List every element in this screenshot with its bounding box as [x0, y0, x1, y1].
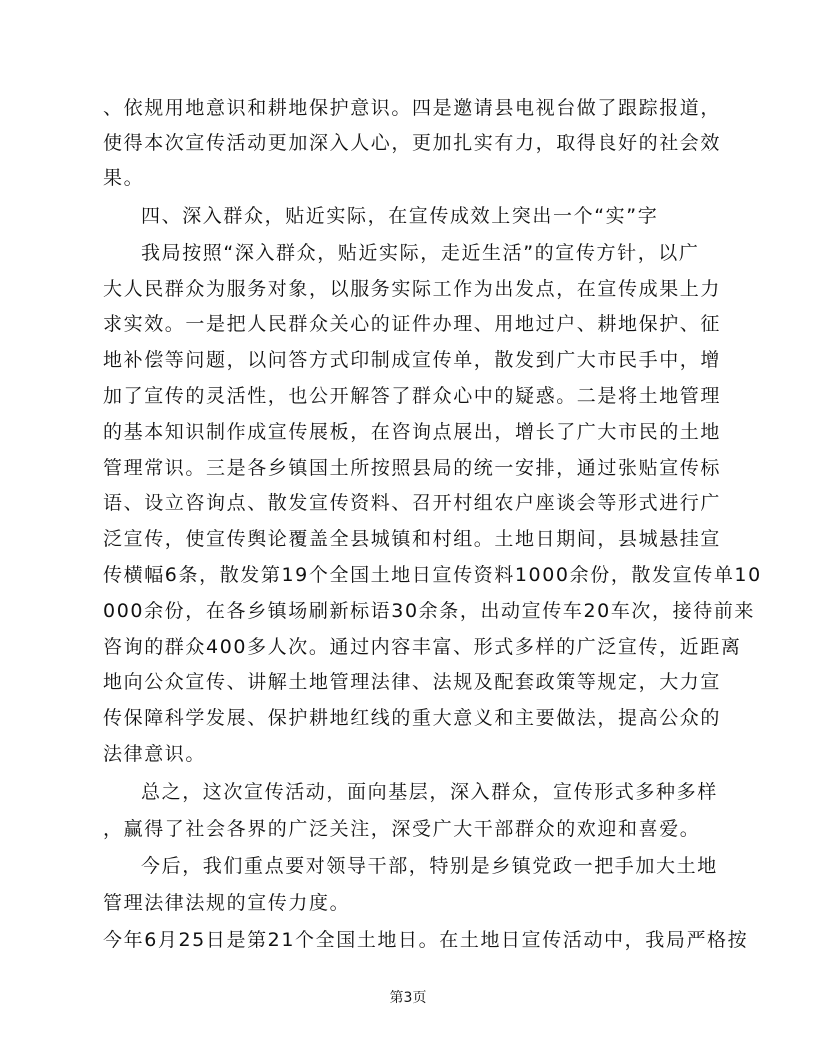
body-line: 000余份，在各乡镇场刷新标语30余条，出动宣传车20车次，接待前来	[103, 600, 756, 622]
body-line: 语、设立咨询点、散发宣传资料、召开村组农户座谈会等形式进行广	[103, 492, 722, 514]
body-line: 地向公众宣传、讲解土地管理法律、法规及配套政策等规定，大力宣	[103, 671, 722, 693]
body-line: 管理常识。三是各乡镇国土所按照县局的统一安排，通过张贴宣传标	[103, 457, 722, 479]
body-line: 地补偿等问题，以问答方式印制成宣传单，散发到广大市民手中，增	[103, 349, 722, 371]
body-line: 传横幅6条，散发第19个全国土地日宣传资料1000余份，散发宣传单10	[103, 564, 762, 586]
body-line: 求实效。一是把人民群众关心的证件办理、用地过户、耕地保护、征	[103, 313, 722, 335]
body-line: 今后，我们重点要对领导干部，特别是乡镇党政一把手加大土地	[141, 855, 718, 877]
body-line: 加了宣传的灵活性，也公开解答了群众心中的疑惑。二是将土地管理	[103, 385, 722, 407]
body-line: 总之，这次宣传活动，面向基层，深入群众，宣传形式多种多样	[141, 781, 718, 803]
body-line: 咨询的群众400多人次。通过内容丰富、形式多样的广泛宣传，近距离	[103, 636, 742, 658]
body-line: 传保障科学发展、保护耕地红线的重大意义和主要做法，提高公众的	[103, 707, 722, 729]
body-line: 法律意识。	[103, 743, 207, 765]
body-line: ，赢得了社会各界的广泛关注，深受广大干部群众的欢迎和喜爱。	[103, 818, 701, 840]
body-line: 今年6月25日是第21个全国土地日。在土地日宣传活动中，我局严格按	[103, 929, 749, 951]
body-line: 的基本知识制作成宣传展板，在咨询点展出，增长了广大市民的土地	[103, 421, 722, 443]
page-number: 第3页	[389, 990, 427, 1006]
body-line: 我局按照“深入群众，贴近实际，走近生活”的宣传方针，以广	[141, 242, 700, 264]
body-line: 使得本次宣传活动更加深入人心，更加扎实有力，取得良好的社会效	[103, 132, 722, 154]
body-line: 果。	[103, 167, 145, 189]
body-line: 泛宣传，使宣传舆论覆盖全县城镇和村组。土地日期间，县城悬挂宣	[103, 528, 722, 550]
section-heading: 四、深入群众，贴近实际，在宣传成效上突出一个“实”字	[141, 205, 659, 227]
body-line: 管理法律法规的宣传力度。	[103, 892, 351, 914]
body-line: 、依规用地意识和耕地保护意识。四是邀请县电视台做了跟踪报道，	[103, 97, 722, 119]
body-line: 大人民群众为服务对象，以服务实际工作为出发点，在宣传成果上力	[103, 278, 722, 300]
